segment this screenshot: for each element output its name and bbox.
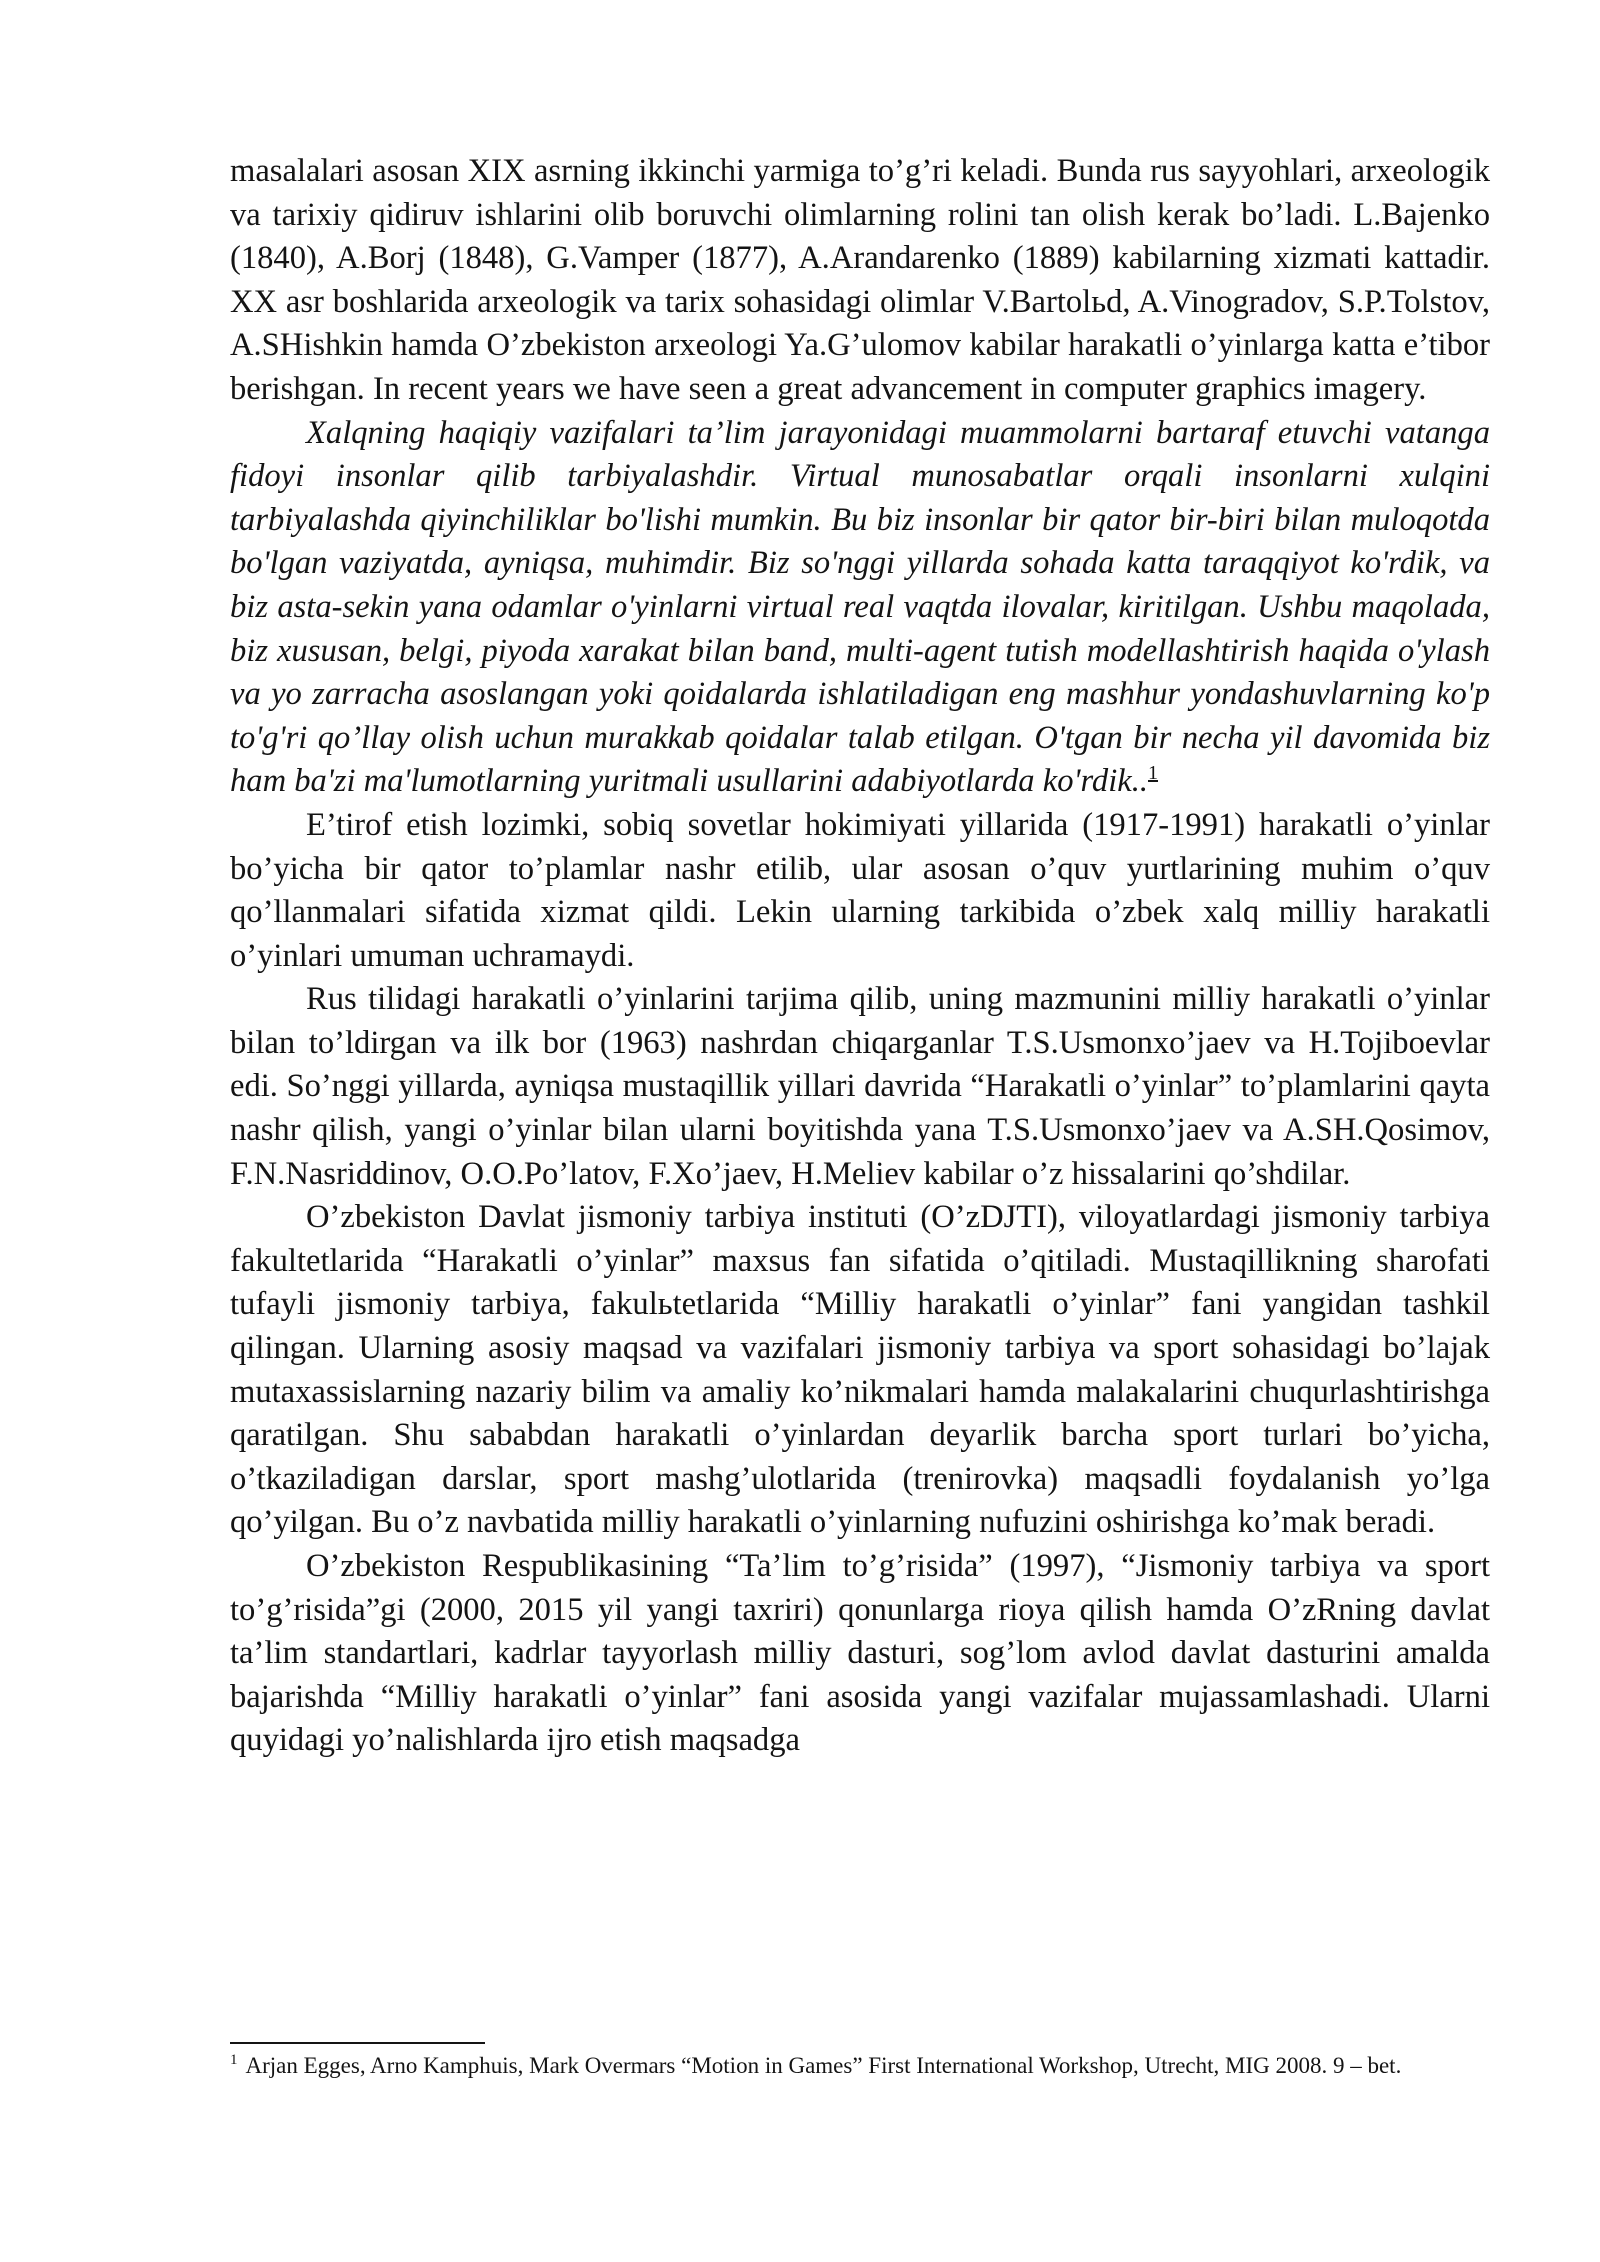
footnote-reference-link[interactable]: 1 — [1148, 762, 1159, 785]
paragraph-4-text: Rus tilidagi harakatli o’yinlarini tarjima qilib, uning mazmunini milliy harakatli o’yinlar bilan to’ldirgan va ilk bor (1963) nashrdan chiqarganlar T.S.Usmonxo’jaev va H.Tojiboevlar edi. So’nggi yillarda, ayniqsa mustaqillik yillari davrida “Harakatli o’yinlar” to’plamlarini qayta nashr qilish, yangi o’yinlar bilan ularni boyitishda yana T.S.Usmonxo’jaev va A.SH.Qosimov, F.N.Nasriddinov, O.O.Po’latov, F.Xo’jaev, H.Meliev kabilar o’z hissalarini qo’shdilar. — [230, 981, 1490, 1192]
paragraph-2 — [230, 412, 1490, 804]
footnote-separator — [230, 2042, 485, 2044]
paragraph-6 — [230, 1545, 1490, 1763]
paragraph-1 — [230, 150, 1490, 412]
footnote-text: Arjan Egges, Arno Kamphuis, Mark Overmars “Motion in Games” First International Workshop, Utrecht, MIG 2008. 9 – bet. — [245, 2053, 1402, 2078]
footnotes-section — [230, 2042, 1490, 2081]
paragraph-4 — [230, 978, 1490, 1196]
paragraph-2-text: Xalqning haqiqiy vazifalari ta’lim jarayonidagi muammolarni bartaraf etuvchi vatanga fidoyi insonlar qilib tarbiyalashdir. Virtual munosabatlar orqali insonlarni xulqini tarbiyalashda qiyinchiliklar bo'lishi mumkin. Bu biz insonlar bir qator bir-biri bilan muloqotda bo'lgan vaziyatda, ayniqsa, muhimdir. Biz so'nggi yillarda sohada katta taraqqiyot ko'rdik, va biz asta-sekin yana odamlar o'yinlarni virtual real vaqtda ilovalar, kiritilgan. Ushbu maqolada, biz xususan, belgi, piyoda xarakat bilan band, multi-agent tutish modellashtirish haqida o'ylash va yo zarracha asoslangan yoki qoidalarda ishlatiladigan eng mashhur yondashuvlarning ko'p to'g'ri qo’llay olish uchun murakkab qoidalar talab etilgan. O'tgan bir necha yil davomida biz ham ba'zi ma'lumotlarning yuritmali usullarini adabiyotlarda ko'rdik.. — [230, 414, 1490, 800]
paragraph-5 — [230, 1196, 1490, 1545]
paragraph-1-text: masalalari asosan XIX asrning ikkinchi yarmiga to’g’ri keladi. Bunda rus sayyohlari, arxeologik va tarixiy qidiruv ishlarini olib boruvchi olimlarning rolini tan olish kerak bo’ladi. L.Bajenko (1840), A.Borj (1848), G.Vamper (1877), A.Arandarenko (1889) kabilarning xizmati kattadir. XX asr boshlarida arxeologik va tarix sohasidagi olimlar V.Bartolьd, A.Vinogradov, S.P.Tolstov, A.SHishkin hamda O’zbekiston arxeologi Ya.G’ulomov kabilar harakatli o’yinlarga katta e’tibor berishgan. In recent years we have seen a great advancement in computer graphics imagery. — [230, 153, 1490, 407]
paragraph-5-text: O’zbekiston Davlat jismoniy tarbiya instituti (O’zDJTI), viloyatlardagi jismoniy tarbiya fakultetlarida “Harakatli o’yinlar” maxsus fan sifatida o’qitiladi. Mustaqillikning sharofati tufayli jismoniy tarbiya, fakulьtetlarida “Milliy harakatli o’yinlar” fani yangidan tashkil qilingan. Ularning asosiy maqsad va vazifalari jismoniy tarbiya va sport sohasidagi bo’lajak mutaxassislarning nazariy bilim va amaliy ko’nikmalari hamda malakalarini chuqurlashtirishga qaratilgan. Shu sababdan harakatli o’yinlardan deyarlik barcha sport turlari bo’yicha, o’tkaziladigan darslar, sport mashg’ulotlarida (trenirovka) maqsadli foydalanish yo’lga qo’yilgan. Bu o’z navbatida milliy harakatli o’yinlarning nufuzini oshirishga ko’mak beradi. — [230, 1199, 1490, 1541]
document-body — [230, 150, 1490, 1763]
paragraph-3-text: E’tirof etish lozimki, sobiq sovetlar hokimiyati yillarida (1917-1991) harakatli o’yinlar bo’yicha bir qator to’plamlar nashr etilib, ular asosan o’quv yurtlarining muhim o’quv qo’llanmalari sifatida xizmat qildi. Lekin ularning tarkibida o’zbek xalq milliy harakatli o’yinlari umuman uchramaydi. — [230, 806, 1490, 974]
paragraph-3 — [230, 804, 1490, 978]
footnote-1 — [230, 2050, 1490, 2081]
footnote-mark: 1 — [230, 2052, 238, 2069]
paragraph-6-text: O’zbekiston Respublikasining “Ta’lim to’g’risida” (1997), “Jismoniy tarbiya va sport to’g’risida”gi (2000, 2015 yil yangi taxriri) qonunlarga rioya qilish hamda O’zRning davlat ta’lim standartlari, kadrlar tayyorlash milliy dasturi, sog’lom avlod davlat dasturini amalda bajarishda “Milliy harakatli o’yinlar” fani asosida yangi vazifalar mujassamlashadi. Ularni quyidagi yo’nalishlarda ijro etish maqsadga — [230, 1548, 1490, 1759]
